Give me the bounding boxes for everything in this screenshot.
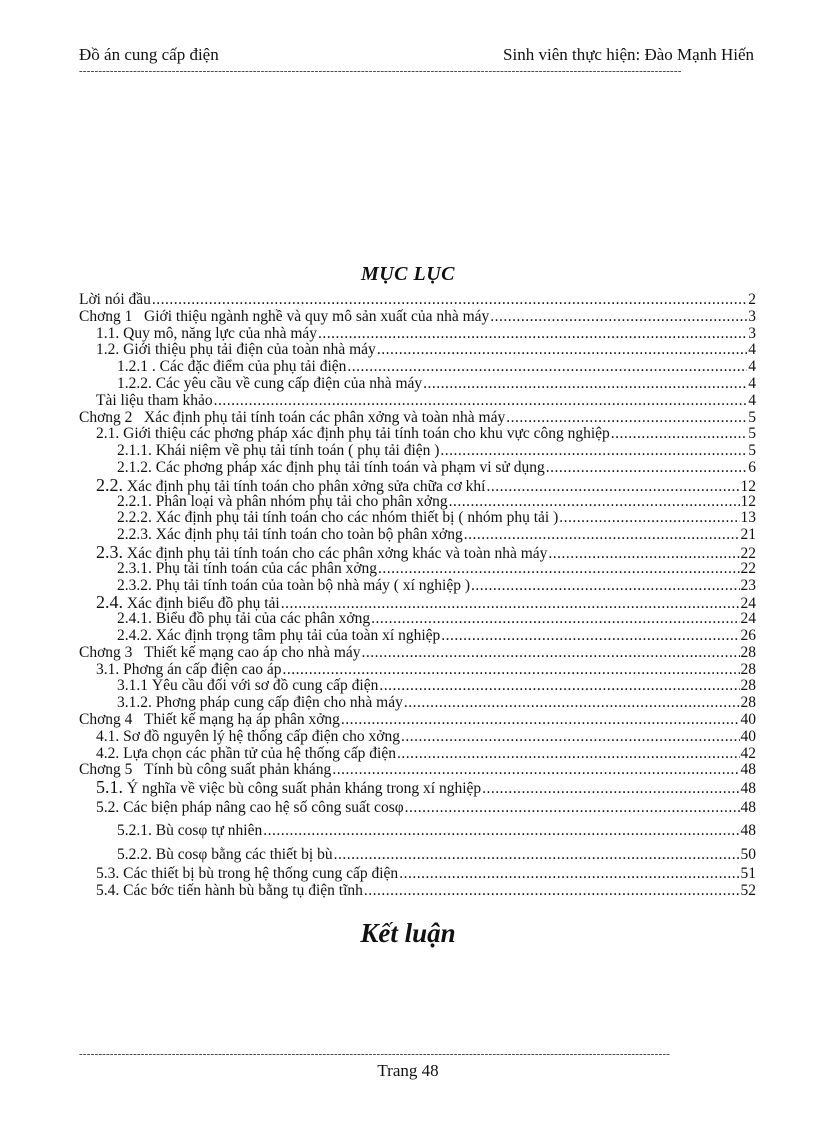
toc-entry-title: Các đặc điểm của phụ tải điện <box>159 358 347 376</box>
toc-entry-title: Bù cosφ tự nhiên <box>155 822 263 840</box>
toc-entry-number: Chơng 1 <box>79 307 133 325</box>
toc-leader-dots <box>397 746 740 763</box>
toc-entry-page: 48 <box>740 798 756 816</box>
toc-entry[interactable] <box>79 779 756 796</box>
toc-leader-dots <box>464 527 740 544</box>
page-number: Trang 48 <box>377 1061 439 1080</box>
toc-entry-title: Lựa chọn các phần tử của hệ thống cấp điện <box>123 744 396 762</box>
toc-entry[interactable] <box>79 292 756 309</box>
toc-entry[interactable] <box>79 712 756 729</box>
toc-entry-page: 22 <box>740 559 756 577</box>
toc-leader-dots <box>283 662 740 679</box>
conclusion-heading: Kết luận <box>360 918 456 948</box>
toc-entry[interactable] <box>79 662 756 679</box>
toc-entry-number: Chơng 5 <box>79 761 133 779</box>
toc-entry-page: 48 <box>740 822 756 840</box>
toc-entry[interactable] <box>79 695 756 712</box>
toc-entry-number: 5.3. <box>96 865 120 883</box>
toc-entry-number: 1.2.1 . <box>117 358 156 376</box>
header-document-title: Đồ án cung cấp điện <box>79 45 219 64</box>
toc-entry-number: Chơng 4 <box>79 710 133 728</box>
toc-entry[interactable] <box>79 866 756 883</box>
toc-entry-number: 1.2. <box>96 341 120 359</box>
toc-entry-number: 2.2. <box>96 474 123 495</box>
toc-entry-page: 3 <box>748 324 756 342</box>
toc-leader-dots <box>399 866 739 883</box>
toc-entry-title: Các yêu cầu về cung cấp điện của nhà máy <box>155 374 423 392</box>
toc-entry-gap <box>132 410 144 427</box>
toc-entry-number: 3.1. <box>96 660 120 678</box>
header-dashed-rule: ------------------------------------------------------------------------------------------------------------------------------------------------------------ <box>79 66 682 76</box>
toc-leader-dots <box>378 561 739 578</box>
toc-entry-number: 2.4.2. <box>117 626 152 644</box>
toc-entry-page: 24 <box>740 595 756 613</box>
toc-entry-title: Giới thiệu ngành nghề và quy mô sản xuất của nhà máy <box>144 307 490 325</box>
toc-entry-title: Các bớc tiến hành bù bằng tụ điện tĩnh <box>123 882 363 900</box>
toc-entry-number: 2.1. <box>96 425 120 443</box>
toc-entry-page: 52 <box>740 882 756 900</box>
toc-entry-title: Xác định phụ tải tính toán cho toàn bộ phân xởng <box>155 526 463 544</box>
toc-entry[interactable] <box>79 359 756 376</box>
toc-entry-page: 6 <box>748 458 756 476</box>
toc-leader-dots <box>490 309 747 326</box>
toc-entry[interactable] <box>79 541 756 562</box>
toc-entry-title: Phơng pháp cung cấp điện cho nhà máy <box>155 694 403 712</box>
toc-leader-dots <box>341 712 740 729</box>
toc-entry-title: Yêu cầu đối với sơ đồ cung cấp điện <box>151 677 379 695</box>
toc-entry[interactable] <box>79 443 756 460</box>
toc-entry-page: 48 <box>740 780 756 798</box>
toc-entry-page: 5 <box>748 442 756 460</box>
toc-entry-number: 2.1.1. <box>117 442 152 460</box>
toc-entry-page: 42 <box>740 744 756 762</box>
toc-entry[interactable] <box>79 474 756 495</box>
toc-entry-title: Phụ tải tính toán của toàn bộ nhà máy ( xí nghiệp ) <box>155 576 470 594</box>
toc-entry-page: 12 <box>740 477 756 495</box>
toc-entry[interactable] <box>79 883 756 900</box>
toc-entry-title: Các thiết bị bù trong hệ thống cung cấp điện <box>123 865 399 883</box>
toc-entry[interactable] <box>79 342 756 359</box>
toc-entry-page: 28 <box>740 694 756 712</box>
toc-entry-title: Ý nghĩa về việc bù công suất phản kháng trong xí nghiệp <box>126 780 482 798</box>
toc-entry[interactable] <box>79 393 756 410</box>
toc-entry[interactable] <box>79 746 756 763</box>
toc-entry-page: 4 <box>748 341 756 359</box>
toc-entry-page: 48 <box>740 761 756 779</box>
toc-entry-title: Bù cosφ bằng các thiết bị bù <box>155 845 333 863</box>
toc-entry-page: 3 <box>748 307 756 325</box>
toc-entry-number: 2.1.2. <box>117 458 152 476</box>
toc-entry-title: Xác định phụ tải tính toán cho phân xởng sửa chữa cơ khí <box>126 477 486 495</box>
toc-entry[interactable] <box>79 527 756 544</box>
toc-entry-number: Chơng 3 <box>79 643 133 661</box>
toc-entry-page: 12 <box>740 492 756 510</box>
header-author: Sinh viên thực hiện: Đào Mạnh Hiến <box>503 45 754 64</box>
toc-leader-dots <box>263 819 739 843</box>
toc-entry-title: Phụ tải tính toán của các phân xởng <box>155 559 378 577</box>
toc-leader-dots <box>371 611 739 628</box>
toc-entry-title: Phân loại và phân nhóm phụ tải cho phân xởng <box>155 492 448 510</box>
toc-entry-number: 2.4. <box>96 592 123 613</box>
toc-entry-page: 2 <box>748 291 756 308</box>
toc-entry-gap <box>132 762 144 779</box>
toc-leader-dots <box>546 460 748 477</box>
toc-entry[interactable] <box>79 843 756 867</box>
toc-entry-page: 28 <box>740 677 756 695</box>
toc-entry-title: Giới thiệu phụ tải điện của toàn nhà máy <box>123 341 376 359</box>
toc-entry-page: 4 <box>748 358 756 376</box>
toc-leader-dots <box>404 695 740 712</box>
toc-entry-title: Xác định phụ tải tính toán cho các phân xởng khác và toàn nhà máy <box>126 544 548 562</box>
toc-entry-number: 4.2. <box>96 744 120 762</box>
toc-leader-dots <box>449 494 740 511</box>
toc-entry-number: Chơng 2 <box>79 408 133 426</box>
toc-entry[interactable] <box>79 426 756 443</box>
toc-leader-dots <box>506 410 747 427</box>
toc-entry-number: 2.3.2. <box>117 576 152 594</box>
toc-entry-page: 26 <box>740 626 756 644</box>
toc-entry[interactable] <box>79 410 756 427</box>
footer-dashed-rule: --------------------------------------------------------------------------------------------------------------------------------------------------------- <box>79 1049 671 1059</box>
toc-entry-number: 3.1.2. <box>117 694 152 712</box>
toc-leader-dots <box>440 443 747 460</box>
toc-entry-page: 40 <box>740 727 756 745</box>
toc-entry-title: Thiết kế mạng cao áp cho nhà máy <box>144 643 361 661</box>
toc-entry[interactable] <box>79 561 756 578</box>
toc-entry[interactable] <box>79 326 756 343</box>
toc-entry-page: 28 <box>740 643 756 661</box>
toc-entry-page: 40 <box>740 710 756 728</box>
toc-leader-dots <box>364 883 740 900</box>
toc-entry[interactable] <box>79 819 756 843</box>
toc-entry-number: 2.2.1. <box>117 492 152 510</box>
toc-entry-page: 21 <box>740 526 756 544</box>
toc-entry-number: 5.2.1. <box>117 822 152 840</box>
toc-leader-dots <box>377 342 747 359</box>
toc-leader-dots <box>362 645 740 662</box>
toc-entry-page: 50 <box>740 845 756 863</box>
toc-entry-page: 24 <box>740 610 756 628</box>
toc-entry-page: 22 <box>740 544 756 562</box>
toc-entry-gap <box>132 309 144 326</box>
toc-entry[interactable] <box>79 796 756 820</box>
toc-entry-title: Thiết kế mạng hạ áp phân xởng <box>144 710 340 728</box>
toc-entry-title: Các phơng pháp xác định phụ tải tính toán và phạm vi sử dụng <box>155 458 545 476</box>
toc-entry[interactable] <box>79 578 756 595</box>
toc-entry-title: Tài liệu tham khảo <box>96 391 213 409</box>
toc-entry-title: Xác định trọng tâm phụ tải của toàn xí nghiệp <box>155 626 441 644</box>
toc-entry-page: 23 <box>740 576 756 594</box>
toc-entry-number: 1.1. <box>96 324 120 342</box>
toc-entry-gap <box>132 645 144 662</box>
toc-leader-dots <box>347 359 747 376</box>
toc-entry-number: 5.2. <box>96 798 120 816</box>
toc-entry-number: 3.1.1 <box>117 677 148 695</box>
toc-entry-number: 2.2.3. <box>117 526 152 544</box>
toc-leader-dots <box>441 628 739 645</box>
toc-entry-title: Các biện pháp nâng cao hệ số công suất cosφ <box>123 798 404 816</box>
toc-leader-dots <box>559 510 739 527</box>
toc-entry[interactable] <box>79 309 756 326</box>
toc-leader-dots <box>471 578 740 595</box>
toc-entry-gap <box>132 712 144 729</box>
toc-entry[interactable] <box>79 678 756 695</box>
toc-entry-number: 5.4. <box>96 882 120 900</box>
toc-entry-title: Khái niệm về phụ tải tính toán ( phụ tải điện ) <box>155 442 440 460</box>
toc-entry-title: Sơ đồ nguyên lý hệ thống cấp điện cho xởng <box>123 727 400 745</box>
toc-entry-page: 4 <box>748 391 756 409</box>
toc-entry[interactable] <box>79 494 756 511</box>
toc-entry-number: 5.1. <box>96 777 123 798</box>
toc-entry-page: 28 <box>740 660 756 678</box>
toc-entry-title: Lời nói đầu <box>79 291 151 308</box>
toc-entry-number: 5.2.2. <box>117 845 152 863</box>
toc-entry[interactable] <box>79 729 756 746</box>
toc-entry-title: Xác định biểu đồ phụ tải <box>126 595 280 613</box>
toc-entry-page: 4 <box>748 374 756 392</box>
table-of-contents <box>79 292 756 900</box>
toc-entry[interactable] <box>79 594 756 611</box>
toc-entry-title: Biểu đồ phụ tải của các phân xởng <box>155 610 371 628</box>
toc-entry-title: Tính bù công suất phản kháng <box>144 761 332 779</box>
toc-leader-dots <box>401 729 740 746</box>
toc-entry-number: 2.3. <box>96 541 123 562</box>
toc-leader-dots <box>379 678 739 695</box>
page-header <box>79 45 754 67</box>
toc-entry-title: Quy mô, năng lực của nhà máy <box>123 324 318 342</box>
toc-entry-page: 51 <box>740 865 756 883</box>
toc-leader-dots <box>318 326 747 343</box>
toc-entry[interactable] <box>79 628 756 645</box>
toc-entry-number: 4.1. <box>96 727 120 745</box>
toc-entry-title: Xác định phụ tải tính toán các phân xởng và toàn nhà máy <box>144 408 506 426</box>
toc-leader-dots <box>152 292 747 309</box>
toc-entry-number: 2.3.1. <box>117 559 152 577</box>
toc-leader-dots <box>611 426 747 443</box>
toc-entry[interactable] <box>79 645 756 662</box>
toc-entry-number: 2.4.1. <box>117 610 152 628</box>
toc-leader-dots <box>332 762 739 779</box>
toc-entry[interactable] <box>79 611 756 628</box>
toc-entry-title: Phơng án cấp điện cao áp <box>123 660 282 678</box>
toc-entry-title: Giới thiệu các phơng pháp xác định phụ tải tính toán cho khu vực công nghiệp <box>123 425 610 443</box>
toc-entry-number: 1.2.2. <box>117 374 152 392</box>
toc-heading: MỤC LỤC <box>360 263 456 285</box>
toc-entry[interactable] <box>79 460 756 477</box>
toc-entry-number: 2.2.2. <box>117 509 152 527</box>
toc-entry-title: Xác định phụ tải tính toán cho các nhóm thiết bị ( nhóm phụ tải ) <box>155 509 559 527</box>
toc-entry-page: 5 <box>748 408 756 426</box>
toc-leader-dots <box>214 393 748 410</box>
toc-entry[interactable] <box>79 510 756 527</box>
toc-entry-page: 5 <box>748 425 756 443</box>
toc-entry-page: 13 <box>740 509 756 527</box>
toc-leader-dots <box>334 843 740 867</box>
toc-leader-dots <box>423 376 747 393</box>
toc-leader-dots <box>405 796 740 820</box>
toc-entry[interactable] <box>79 762 756 779</box>
toc-entry[interactable] <box>79 376 756 393</box>
